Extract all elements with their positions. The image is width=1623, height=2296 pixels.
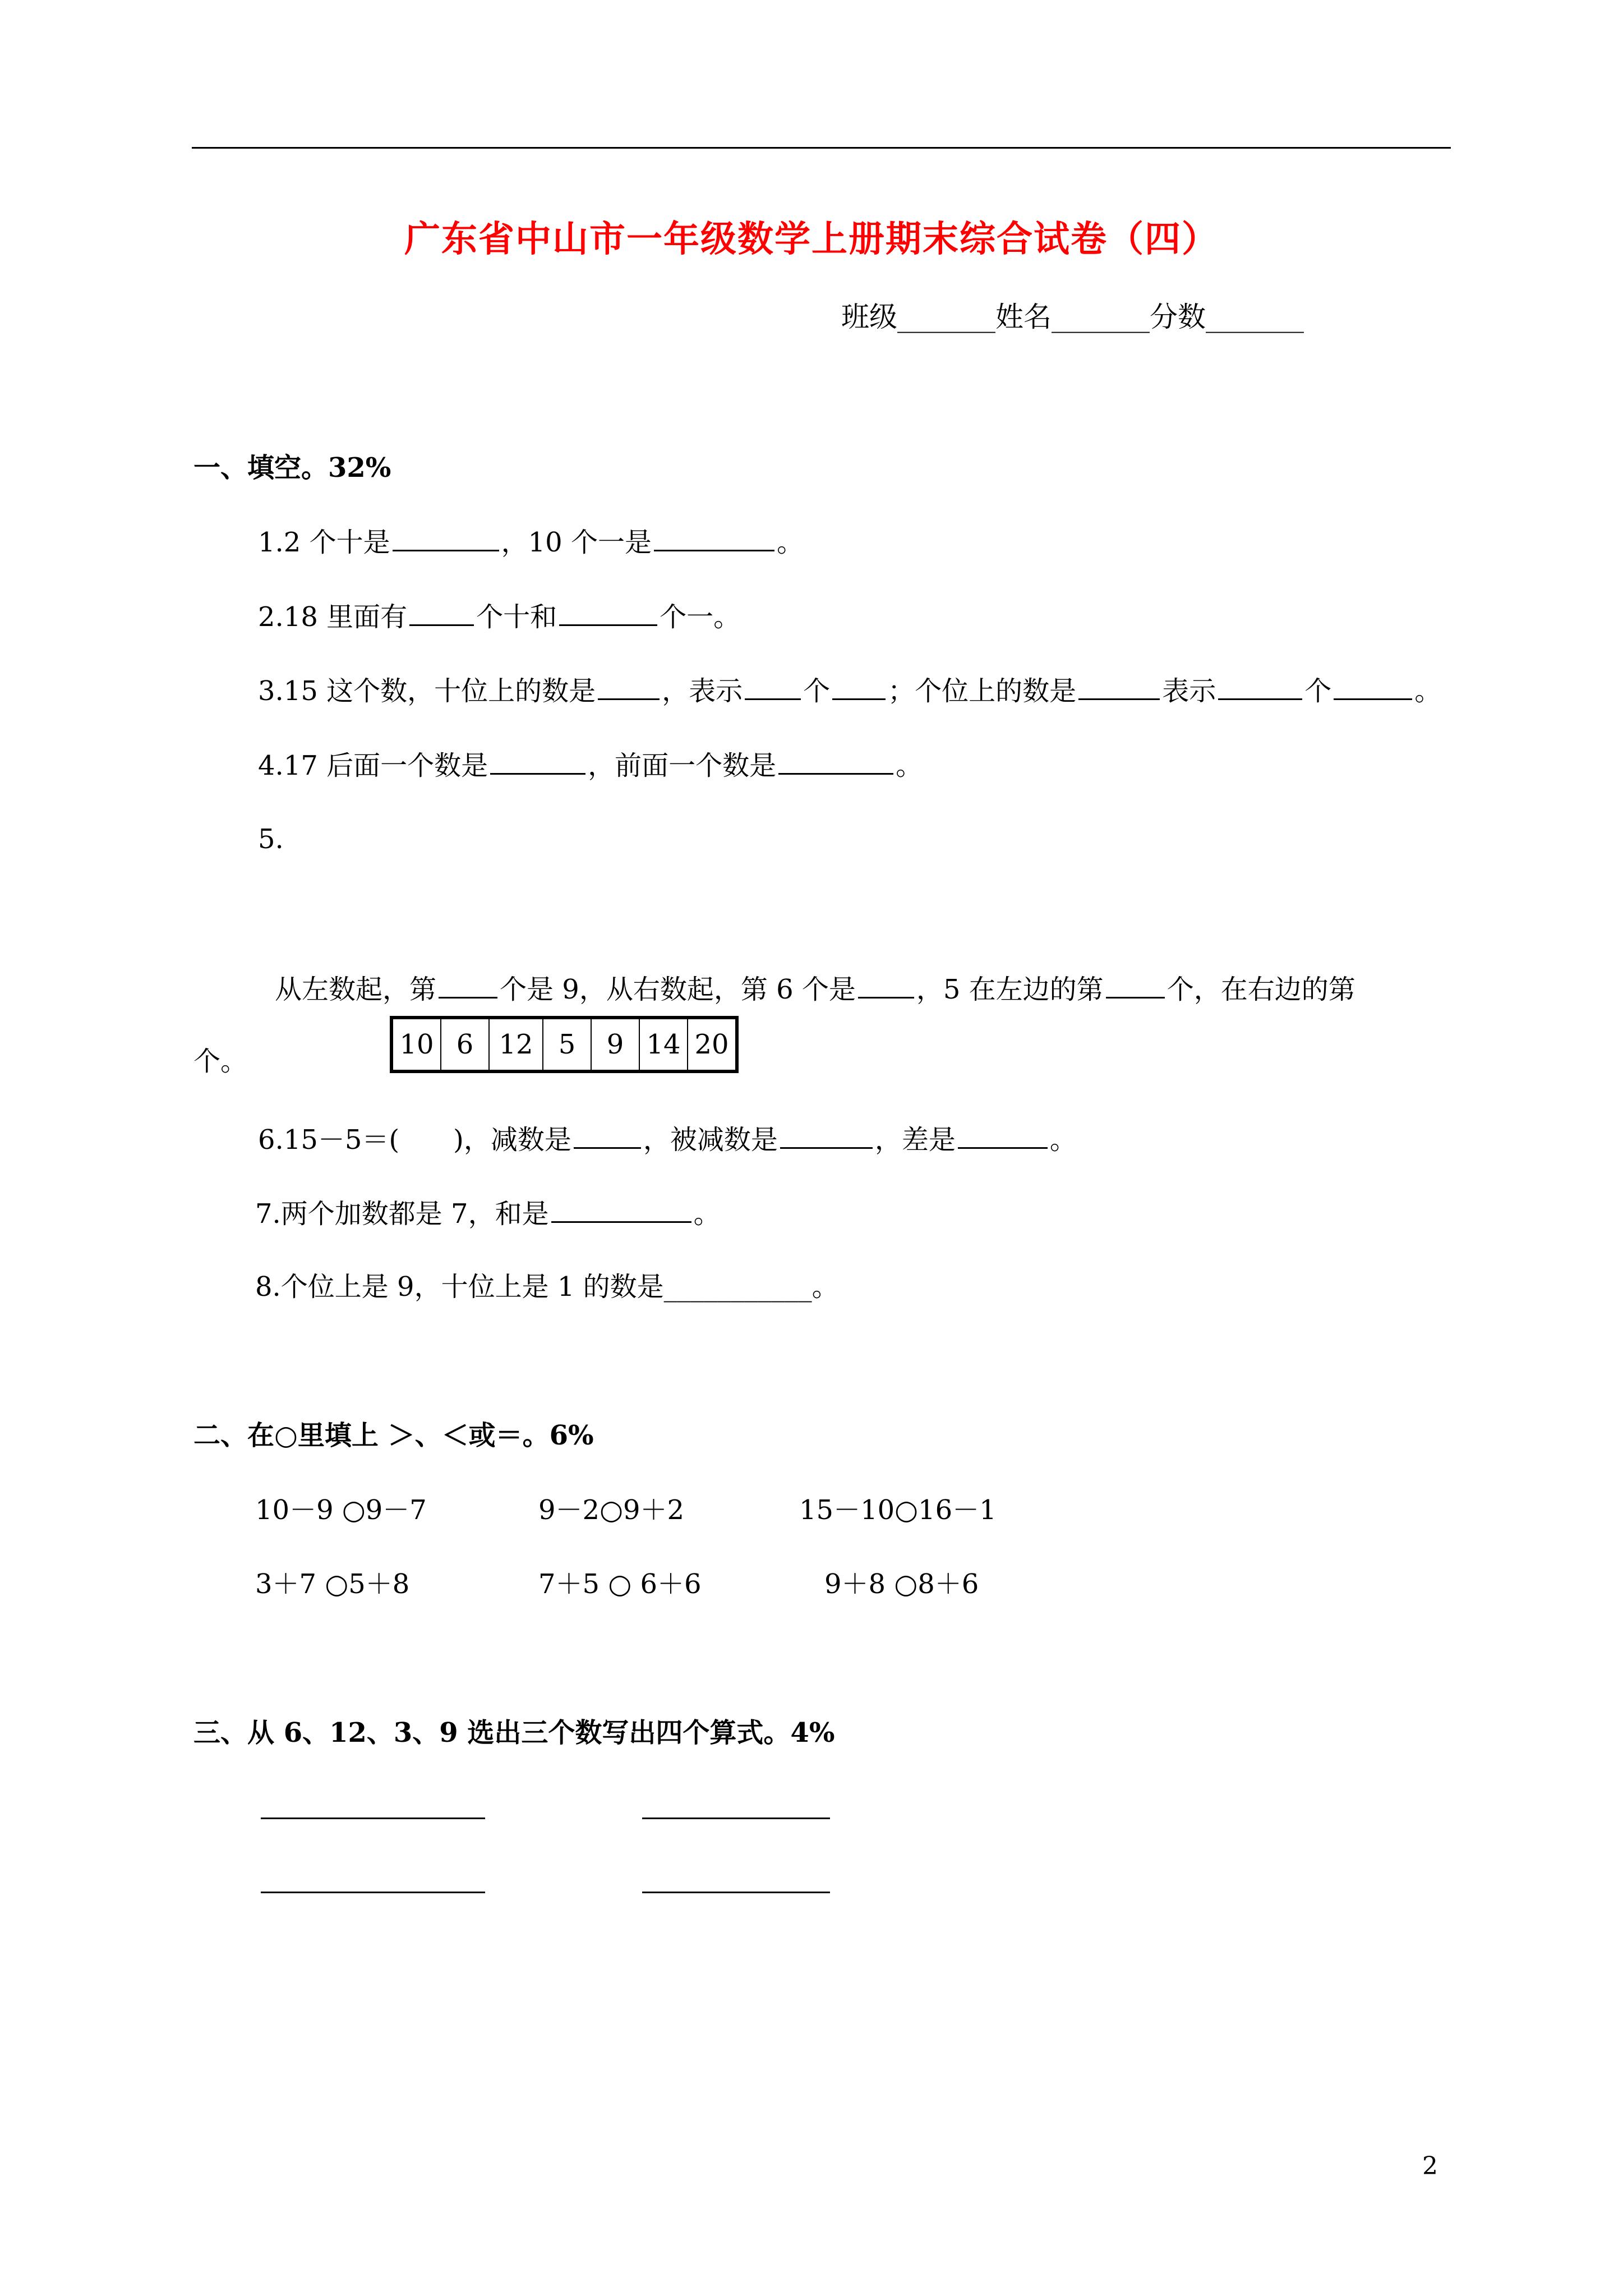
q8-blank[interactable]: ___________ (663, 1271, 812, 1303)
answer-line-4[interactable] (642, 1892, 830, 1893)
q2-blank-2[interactable] (559, 602, 657, 626)
number-sequence-table (390, 1016, 739, 1073)
compare-1-1[interactable]: 10－9 ○9－7 (255, 1494, 427, 1526)
class-blank[interactable]: _______ (897, 301, 995, 333)
q2-text-a: 2.18 里面有 (258, 601, 408, 633)
q3-text-b: ，表示 (662, 675, 743, 707)
q1-text-a: 1.2 个十是 (258, 527, 390, 558)
name-label: 姓名 (995, 301, 1052, 333)
answer-line-1[interactable] (261, 1818, 485, 1819)
q6-text-b: ，被减数是 (643, 1124, 778, 1156)
q2-text-c: 个一。 (660, 601, 741, 633)
q3-blank-2[interactable] (745, 676, 801, 700)
q3-blank-1[interactable] (598, 676, 660, 700)
name-blank[interactable]: _______ (1052, 301, 1150, 333)
q8-text-b: 。 (811, 1271, 839, 1303)
q8-text-a: 8.个位上是 9，十位上是 1 的数是 (255, 1271, 664, 1303)
compare-2-3[interactable]: 9＋8 ○8＋6 (824, 1568, 979, 1600)
number-cell: 20 (688, 1018, 737, 1071)
q3-text-d: ；个位上的数是 (888, 675, 1077, 707)
question-5-number: 5. (258, 823, 284, 855)
q7-text-a: 7.两个加数都是 7，和是 (255, 1198, 549, 1230)
number-cell: 10 (391, 1018, 441, 1071)
q3-text-g: 。 (1414, 675, 1442, 707)
q4-text-a: 4.17 后面一个数是 (258, 750, 488, 781)
compare-1-2[interactable]: 9－2○9＋2 (538, 1494, 685, 1526)
page-title: 广东省中山市一年级数学上册期末综合试卷（四） (404, 218, 1219, 260)
answer-line-2[interactable] (642, 1818, 830, 1819)
q6-text-c: ，差是 (874, 1124, 956, 1156)
number-cell: 6 (441, 1018, 489, 1071)
section-2-heading: 二、在○里填上 ＞、＜或＝。6% (193, 1420, 594, 1451)
header-rule (192, 147, 1451, 149)
q4-text-c: 。 (896, 750, 923, 781)
student-info (841, 303, 1304, 331)
q1-text-c: 。 (776, 527, 804, 558)
question-8 (255, 1271, 839, 1303)
question-5-text (275, 974, 1355, 1003)
q4-text-b: ，前面一个数是 (588, 750, 777, 781)
q1-text-b: ，10 个一是 (501, 527, 652, 558)
number-cell: 12 (489, 1018, 543, 1071)
q5-text-d: 个，在右边的第 (1166, 974, 1355, 1005)
q5-text-c: ，5 在左边的第 (916, 974, 1104, 1005)
q3-text-f: 个 (1304, 675, 1332, 707)
page-number: 2 (1422, 2152, 1438, 2180)
number-cell: 5 (543, 1018, 591, 1071)
question-6 (258, 1124, 1077, 1156)
q5-text-a: 从左数起，第 (275, 974, 437, 1005)
q6-blank-1[interactable] (574, 1125, 641, 1149)
question-5-tail: 个。 (193, 1046, 248, 1077)
section-3-heading: 三、从 6、12、3、9 选出三个数写出四个算式。4% (193, 1717, 835, 1749)
q6-blank-2[interactable] (780, 1125, 873, 1149)
q7-blank-1[interactable] (551, 1199, 691, 1223)
q3-blank-3[interactable] (832, 676, 886, 700)
question-1 (258, 527, 804, 556)
q3-text-c: 个 (803, 675, 831, 707)
q6-blank-3[interactable] (958, 1125, 1048, 1149)
question-3 (258, 676, 1441, 705)
section-1-heading: 一、填空。32% (193, 452, 391, 484)
question-4 (258, 751, 923, 779)
compare-2-2[interactable]: 7＋5 ○ 6＋6 (538, 1568, 702, 1600)
q3-blank-6[interactable] (1334, 676, 1412, 700)
q3-text-a: 3.15 这个数，十位上的数是 (258, 675, 596, 707)
q1-blank-1[interactable] (393, 527, 499, 551)
compare-2-1[interactable]: 3＋7 ○5＋8 (255, 1568, 410, 1600)
question-2 (258, 602, 740, 631)
score-label: 分数 (1150, 301, 1206, 333)
q5-blank-2[interactable] (858, 974, 914, 999)
q5-text-b: 个是 9，从右数起，第 6 个是 (500, 974, 856, 1005)
answer-line-3[interactable] (261, 1892, 485, 1893)
q3-text-e: 表示 (1162, 675, 1216, 707)
class-label: 班级 (841, 301, 897, 333)
q3-blank-4[interactable] (1078, 676, 1160, 700)
q4-blank-1[interactable] (490, 751, 585, 775)
number-cell: 9 (591, 1018, 639, 1071)
number-sequence-row (391, 1018, 737, 1071)
compare-1-3[interactable]: 15－10○16－1 (799, 1494, 997, 1526)
q1-blank-2[interactable] (654, 527, 774, 551)
q4-blank-2[interactable] (778, 751, 893, 775)
q5-blank-1[interactable] (439, 974, 497, 999)
question-7 (255, 1198, 721, 1230)
q2-blank-1[interactable] (409, 602, 474, 626)
q5-blank-3[interactable] (1106, 974, 1165, 999)
score-blank[interactable]: _______ (1206, 301, 1304, 333)
q2-text-b: 个十和 (476, 601, 557, 633)
q6-text-d: 。 (1049, 1124, 1077, 1156)
q3-blank-5[interactable] (1218, 676, 1302, 700)
number-cell: 14 (639, 1018, 688, 1071)
q6-text-a: 6.15－5＝( )，减数是 (258, 1124, 571, 1156)
q7-text-b: 。 (693, 1198, 721, 1230)
